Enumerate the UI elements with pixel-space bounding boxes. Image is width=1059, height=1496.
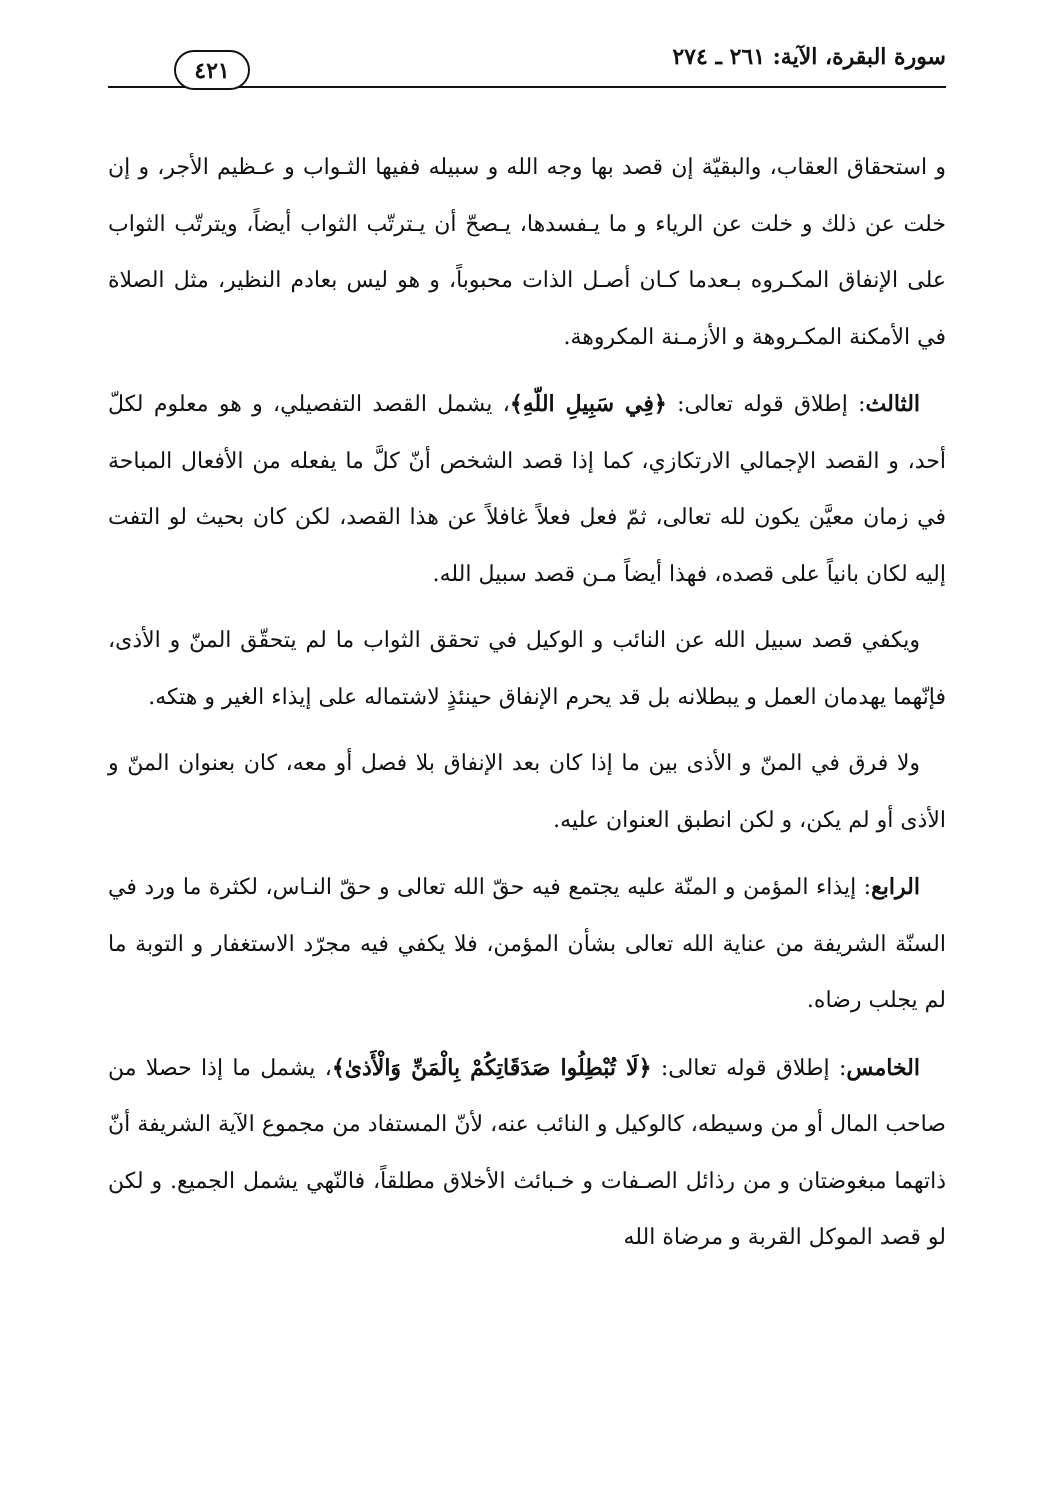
paragraph-6-body: ، يشمل ما إذا حصلا من صاحب المال أو من وسيطه، كالوكيل و النائب عنه، لأنّ المستفاد من مجموع الآية الشريفة أنّ ذاتهما مبغوضتان و من رذائل الصـفات و خـبائث الأخلاق مطلقاً، فالنّهي يشمل الجميع. و لكن لو قصد الموكل القربة و مرضاة الله xyxy=(108,1055,946,1250)
heading-fifth: الخامس xyxy=(846,1054,920,1081)
paragraph-3: ويكفي قصد سبيل الله عن النائب و الوكيل في تحقق الثواب ما لم يتحقّق المنّ و الأذى، فإنّهما يهدمان العمل و يبطلانه بل قد يحرم الإنفاق حينئذٍ لاشتماله على إيذاء الغير و هتكه. xyxy=(108,628,946,710)
quran-quote-fi-sabil-allah: ﴿فِي سَبِيلِ اللّهِ﴾ xyxy=(509,391,667,417)
heading-third: الثالث xyxy=(865,391,921,417)
page-number-badge: ٤٢١ xyxy=(174,50,250,90)
paragraph-6 xyxy=(108,1040,946,1267)
paragraph-1: و استحقاق العقاب، والبقيّة إن قصد بها وجه الله و سبيله ففيها الثـواب و عـظيم الأجر، و إن خلت عن ذلك و خلت عن الرياء و ما يـفسدها، يـصحّ أن يـترتّب الثواب أيضاً، ويترتّب الثواب على الإنفاق المكـروه بـعدما كـان أصـل الذات محبوباً، و هو ليس بعادم النظير، مثل الصلاة في الأمكنة المكـروهة و الأزمـنة المكروهة. xyxy=(108,155,946,350)
paragraph-2 xyxy=(108,376,946,603)
book-page xyxy=(108,40,946,1460)
paragraph-4: ولا فرق في المنّ و الأذى بين ما إذا كان بعد الإنفاق بلا فصل أو معه، كان بعنوان المنّ و الأذى أو لم يكن، و لكن انطبق العنوان عليه. xyxy=(108,751,946,833)
paragraph-6-intro: : إطلاق قوله تعالى: xyxy=(651,1055,847,1081)
paragraph-5-body: : إيذاء المؤمن و المنّة عليه يجتمع فيه حقّ الله تعالى و حقّ النـاس، لكثرة ما ورد في السنّة الشريفة من عناية الله تعالى بشأن المؤمن، فلا يكفي فيه مجرّد الاستغفار و التوبة ما لم يجلب رضاه. xyxy=(108,875,946,1013)
page-header xyxy=(108,40,946,88)
paragraph-2-body: ، يشمل القصد التفصيلي، و هو معلوم لكلّ أحد، و القصد الإجمالي الارتكازي، كما إذا قصد الشخص أنّ كلَّ ما يفعله من الأفعال المباحة في زمان معيَّن يكون لله تعالى، ثمّ فعل فعلاً غافلاً عن هذا القصد، لكن كان بحيث لو التفت إليه لكان بانياً على قصده، فهذا أيضاً مـن قصد سبيل الله. xyxy=(108,392,946,587)
paragraph-5 xyxy=(108,859,946,1030)
page-body xyxy=(108,140,946,1267)
running-title: سورة البقرة، الآية: ٢٦١ ـ ٢٧٤ xyxy=(672,44,946,70)
quran-quote-la-tubtilu: ﴿لَا تُبْطِلُوا صَدَقَاتِكُمْ بِالْمَنِّ وَالْأَذىٰ﴾ xyxy=(331,1054,652,1081)
heading-fourth: الرابع xyxy=(871,874,920,900)
paragraph-2-intro: : إطلاق قوله تعالى: xyxy=(666,392,866,417)
